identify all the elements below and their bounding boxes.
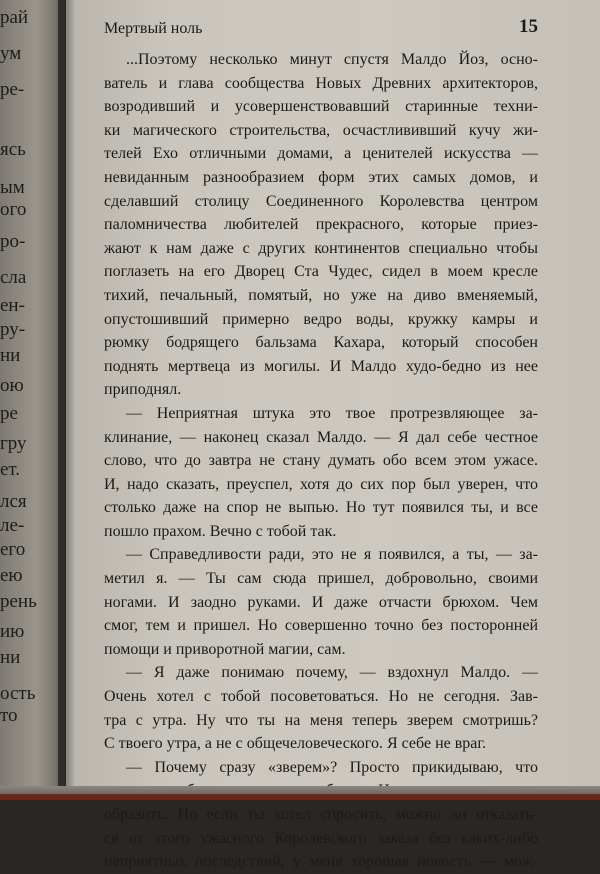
text-line: паломничества любителей прекрасного, которые приез-	[104, 216, 538, 234]
text-line: — Почему сразу «зверем»? Просто прикидываю, что	[126, 758, 538, 776]
text-line: поднять мертвеца из могилы. И Малдо худо-бедно из нее	[104, 357, 538, 375]
left-fragment: ре	[0, 403, 18, 424]
text-line: ки магического строительства, осчастлививший кучу жи-	[104, 121, 538, 139]
text-line: телей Ехо отличными домами, а ценителей искусства —	[104, 145, 538, 163]
text-line: образить. Но если ты хотел спросить, можно ли отказать-	[104, 806, 538, 823]
left-fragment: ет.	[0, 459, 21, 480]
left-fragment: ен-	[0, 295, 25, 316]
text-line: — Неприятная штука это твое протрезвляющее за-	[126, 404, 538, 422]
left-fragment: ле-	[0, 515, 25, 536]
text-line: опустошивший примерно ведро воды, кружку камры и	[104, 310, 538, 328]
text-line: жают к нам даже с других континентов специально чтобы	[104, 239, 538, 257]
text-line: поглазеть на его Дворец Ста Чудес, сидел в моем кресле	[104, 263, 538, 281]
text-line: сделавший столицу Соединенного Королевства центром	[104, 192, 538, 210]
text-line: клинание, — наконец сказал Малдо. — Я дал себе честное	[104, 428, 538, 446]
text-line: ся от этого ужасного Королевского заказа без каких-либо	[104, 829, 538, 847]
left-fragment: ость	[0, 683, 36, 704]
left-fragment: ру-	[0, 319, 26, 340]
text-line: Очень хотел с тобой посоветоваться. Но не сегодня. Зав-	[104, 688, 538, 706]
text-line: неприятных последствий, у меня хорошая новость — мож-	[104, 853, 538, 871]
left-fragment: ого	[0, 199, 27, 220]
text-line: ...Поэтому несколько минут спустя Малдо Йоз, осно-	[126, 51, 538, 68]
left-fragment: ою	[0, 375, 24, 396]
text-line: пошло прахом. Вечно с тобой так.	[104, 522, 337, 540]
running-title: Мертвый ноль	[104, 20, 203, 37]
text-line: И, надо сказать, преуспел, хотя до сих пор был уверен, что	[104, 475, 538, 493]
left-fragment: ни	[0, 647, 21, 668]
previous-page-edge	[0, 0, 66, 800]
left-fragment: ею	[0, 565, 23, 586]
book-page	[66, 0, 600, 871]
left-fragment: ым	[0, 177, 25, 198]
left-fragment: ясь	[0, 139, 26, 160]
page-number: 15	[519, 16, 538, 37]
text-line: столько даже на спор не выпью. Но тут появился ты, и все	[104, 499, 538, 517]
text-line: приподнял.	[104, 381, 182, 399]
text-line: метил я. — Ты сам сюда пришел, добровольно, своими	[104, 570, 538, 588]
left-fragment: сла	[0, 267, 27, 288]
text-line: — Я даже понимаю почему, — вздохнул Малдо. —	[126, 664, 538, 682]
book-cover-strip	[0, 794, 600, 800]
text-line: тра с утра. Ну что ты на меня теперь зверем смотришь?	[104, 711, 538, 729]
left-fragment: ию	[0, 621, 25, 642]
text-line: слово, что до завтра не стану думать обо всем этом ужасе.	[104, 452, 538, 470]
text-line: рюмку бодрящего бальзама Кахара, который способен	[104, 334, 538, 352]
left-fragment: рай	[0, 7, 29, 28]
left-fragment: ум	[0, 43, 22, 64]
left-fragment: гру	[0, 433, 27, 454]
text-line: возродивший и усовершенствовавший старинные техни-	[104, 98, 538, 116]
left-fragment: рень	[0, 591, 37, 612]
text-line: невиданным разнообразием форм этих самых домов, и	[104, 168, 538, 186]
left-fragment: ро-	[0, 231, 26, 252]
text-line: помощи и приворотной магии, сам.	[104, 640, 346, 658]
text-line: — Справедливости ради, это не я появился, а ты, — за-	[126, 546, 538, 564]
gutter-shadow	[58, 0, 74, 800]
text-line: С твоего утра, а не с общечеловеческого. Я себе не враг.	[104, 735, 487, 753]
left-fragment: ни	[0, 345, 21, 366]
text-line: тихий, печальный, помятый, но уже на диво вменяемый,	[104, 286, 538, 304]
page-header	[104, 14, 538, 40]
left-fragment: его	[0, 539, 26, 560]
text-line: ногами. И заодно руками. И даже отчасти брюхом. Чем	[104, 593, 538, 611]
left-fragment: то	[0, 705, 18, 726]
left-fragment: ре-	[0, 79, 25, 100]
left-fragment: лся	[0, 491, 27, 512]
text-line: смог, тем и пришел. Но совершенно точно без посторонней	[104, 617, 538, 635]
body-text	[104, 48, 538, 874]
text-line: ватель и глава сообщества Новых Древних архитекторов,	[104, 74, 538, 92]
